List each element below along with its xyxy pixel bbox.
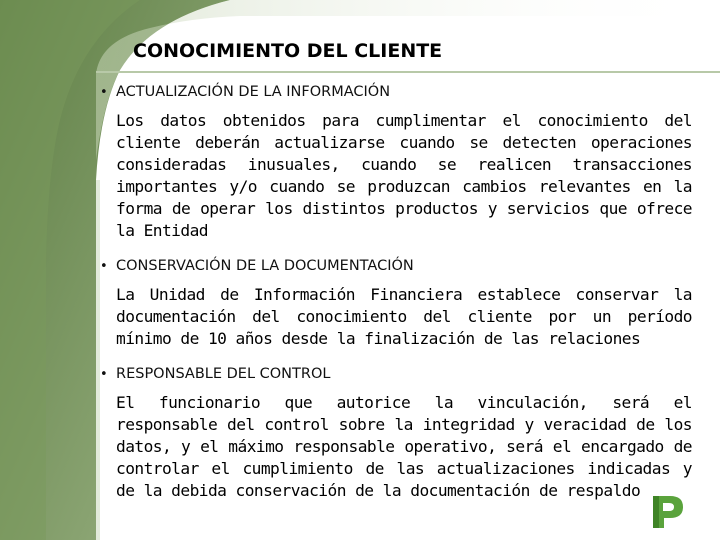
- section-heading: RESPONSABLE DEL CONTROL: [116, 366, 331, 382]
- bullet-icon: •: [100, 85, 108, 100]
- section-body: El funcionario que autorice la vinculación, será el responsable del control sobre la integridad y veracidad de los datos, y el máximo responsable operativo, será el encargado de controlar el cumplimiento de las actualizaciones indicadas y de la debida conservación de la documentación de respaldo: [116, 393, 692, 500]
- section-heading-line: [100, 366, 700, 382]
- section-heading-line: [100, 84, 700, 100]
- section-heading: ACTUALIZACIÓN DE LA INFORMACIÓN: [116, 84, 391, 100]
- page-title: CONOCIMIENTO DEL CLIENTE: [133, 40, 443, 62]
- section-heading: CONSERVACIÓN DE LA DOCUMENTACIÓN: [116, 258, 414, 274]
- section-actualizacion: [100, 84, 700, 242]
- bullet-icon: •: [100, 259, 108, 274]
- section-conservacion: [100, 258, 700, 350]
- p-logo-icon: [650, 492, 686, 530]
- section-heading-line: [100, 258, 700, 274]
- bullet-icon: •: [100, 367, 108, 382]
- section-body: Los datos obtenidos para cumplimentar el conocimiento del cliente deberán actualizarse cuando se detecten operaciones consideradas inusuales, cuando se realicen transacciones importantes y/o cuando se produzcan cambios relevantes en la forma de operar los distintos productos y servicios que ofrece la Entidad: [116, 111, 692, 240]
- section-body: La Unidad de Información Financiera establece conservar la documentación del conocimiento del cliente por un período mínimo de 10 años desde la finalización de las relaciones: [116, 285, 692, 348]
- section-responsable: [100, 366, 700, 502]
- title-divider: [96, 71, 720, 73]
